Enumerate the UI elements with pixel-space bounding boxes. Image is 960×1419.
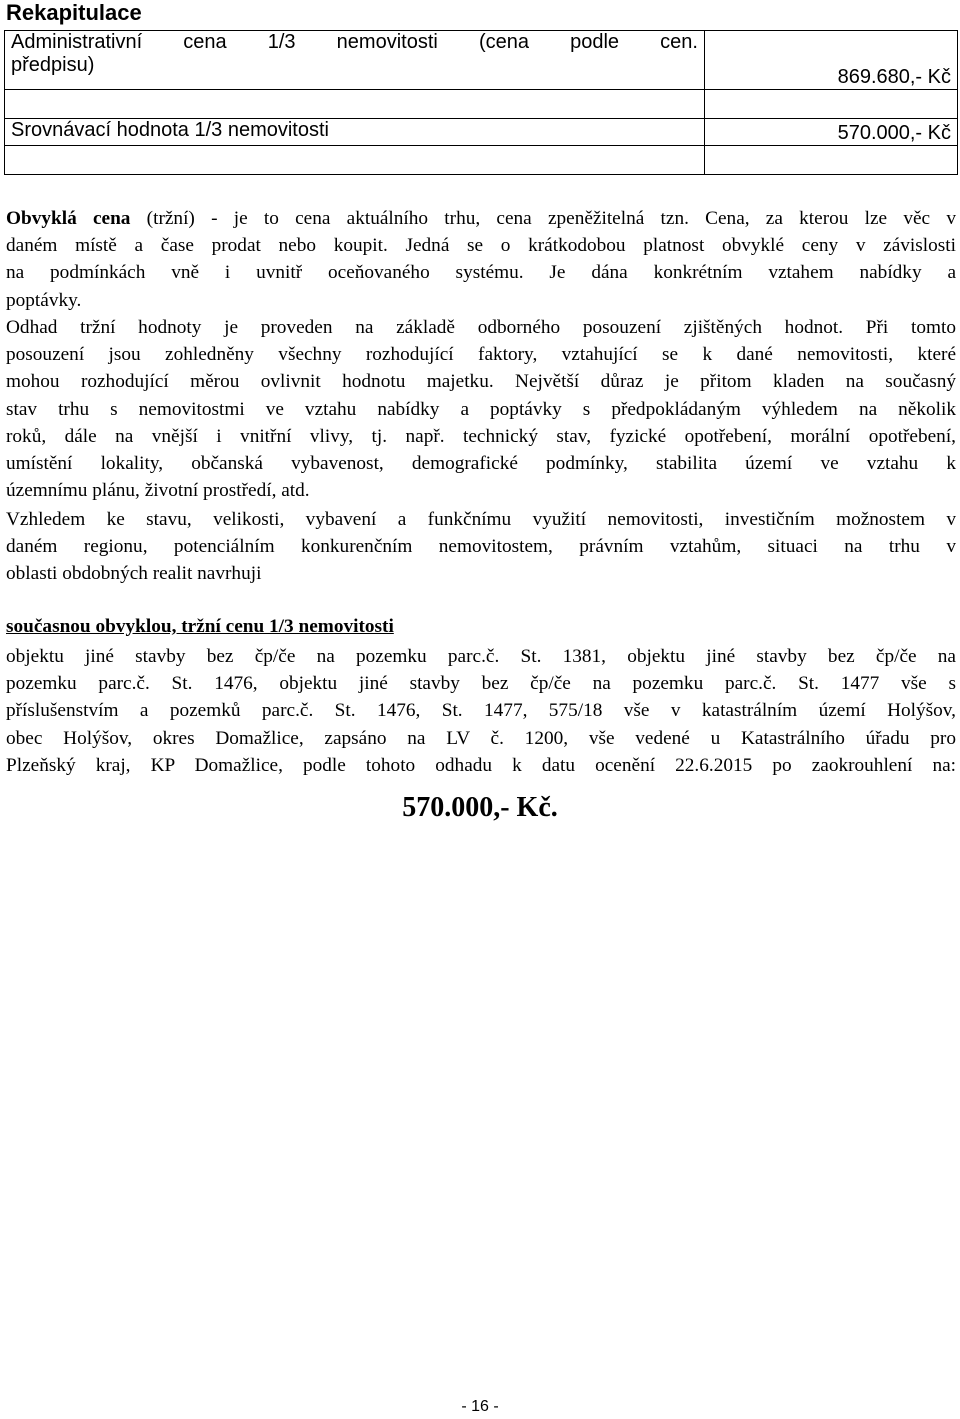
text-line: objektu jiné stavby bez čp/če na pozemku parc.č. St. 1381, objektu jiné stavby bez čp/če na: [6, 646, 956, 667]
table-row: [5, 119, 958, 146]
text-line: na podmínkách vně i uvnitř oceňovaného systému. Je dána konkrétním vztahem nabídky a: [6, 262, 956, 284]
text-line: pozemku parc.č. St. 1476, objektu jiné stavby bez čp/če na pozemku parc.č. St. 1477 vše s: [6, 673, 956, 695]
table-row-empty: [5, 146, 958, 175]
label-word: podle: [570, 31, 620, 53]
comparative-value-label: Srovnávací hodnota 1/3 nemovitosti: [5, 119, 705, 146]
text-line: příslušenstvím a pozemků parc.č. St. 1476, St. 1477, 575/18 vše v katastrálním území Holýšov,: [6, 700, 956, 722]
text-line: Vzhledem ke stavu, velikosti, vybavení a funkčnímu využití nemovitosti, investičním možnostem v: [6, 509, 956, 530]
text-line: poptávky.: [6, 289, 82, 311]
page-number: - 16 -: [461, 1398, 499, 1415]
paragraph-proposal: [6, 506, 956, 588]
comparative-value: 570.000,- Kč: [705, 119, 958, 146]
section-heading: Rekapitulace: [6, 0, 142, 25]
text-line: územnímu plánu, životní prostředí, atd.: [6, 480, 310, 502]
table-row: [5, 31, 958, 90]
summary-table: [4, 30, 958, 175]
text-line: oblasti obdobných realit navrhuji: [6, 563, 262, 585]
text-line: Obvyklá cena (tržní) - je to cena aktuálního trhu, cena zpeněžitelná tzn. Cena, za kterou lze věc v: [6, 208, 956, 229]
paragraph-valuation-method: [6, 314, 956, 504]
text-line: roků, dále na vnější i vnitřní vlivy, tj. např. technický stav, fyzické opotřebení, morální opotřebení,: [6, 425, 956, 447]
table-cell-label: [5, 31, 705, 90]
label-word: cena: [183, 31, 227, 53]
label-word: Administrativní: [11, 31, 143, 53]
text-line: obec Holýšov, okres Domažlice, zapsáno na LV č. 1200, vše vedené u Katastrálního úřadu pro: [6, 727, 956, 749]
text-line: posouzení jsou zohledněny všechny rozhodující faktory, vztahující se k dané nemovitosti, které: [6, 344, 956, 366]
label-line-2: předpisu): [11, 54, 95, 76]
table-row-empty: [5, 90, 958, 119]
label-word: 1/3: [267, 31, 296, 53]
text-line: umístění lokality, občanská vybavenost, demografické podmínky, stabilita území ve vztahu k: [6, 453, 956, 475]
text-line: daném místě a čase prodat nebo koupit. Jedná se o krátkodobou platnost obvyklé ceny v závislosti: [6, 235, 956, 257]
text-line: Odhad tržní hodnoty je proveden na základě odborného posouzení zjištěných hodnot. Při tomto: [6, 317, 956, 338]
label-word: nemovitosti: [336, 31, 438, 53]
final-value: 570.000,- Kč.: [402, 792, 558, 823]
label-word: cen.: [660, 31, 698, 53]
conclusion-title: současnou obvyklou, tržní cenu 1/3 nemovitosti: [6, 616, 394, 637]
text-line: daném regionu, potenciálním konkurenčním nemovitostem, právním vztahům, situaci na trhu v: [6, 536, 956, 558]
text-line: Plzeňský kraj, KP Domažlice, podle tohoto odhadu k datu ocenění 22.6.2015 po zaokrouhlení na:: [6, 754, 956, 776]
label-word: (cena: [478, 31, 529, 53]
text-line: stav trhu s nemovitostmi ve vztahu nabídky a poptávky s předpokládaným výhledem na několik: [6, 398, 956, 420]
paragraph-property-description: [6, 643, 956, 779]
administrative-price-value: 869.680,- Kč: [705, 31, 958, 90]
paragraph-market-price-definition: [6, 205, 956, 314]
text-line: mohou rozhodující měrou ovlivnit hodnotu majetku. Největší důraz je přitom kladen na současný: [6, 371, 956, 393]
